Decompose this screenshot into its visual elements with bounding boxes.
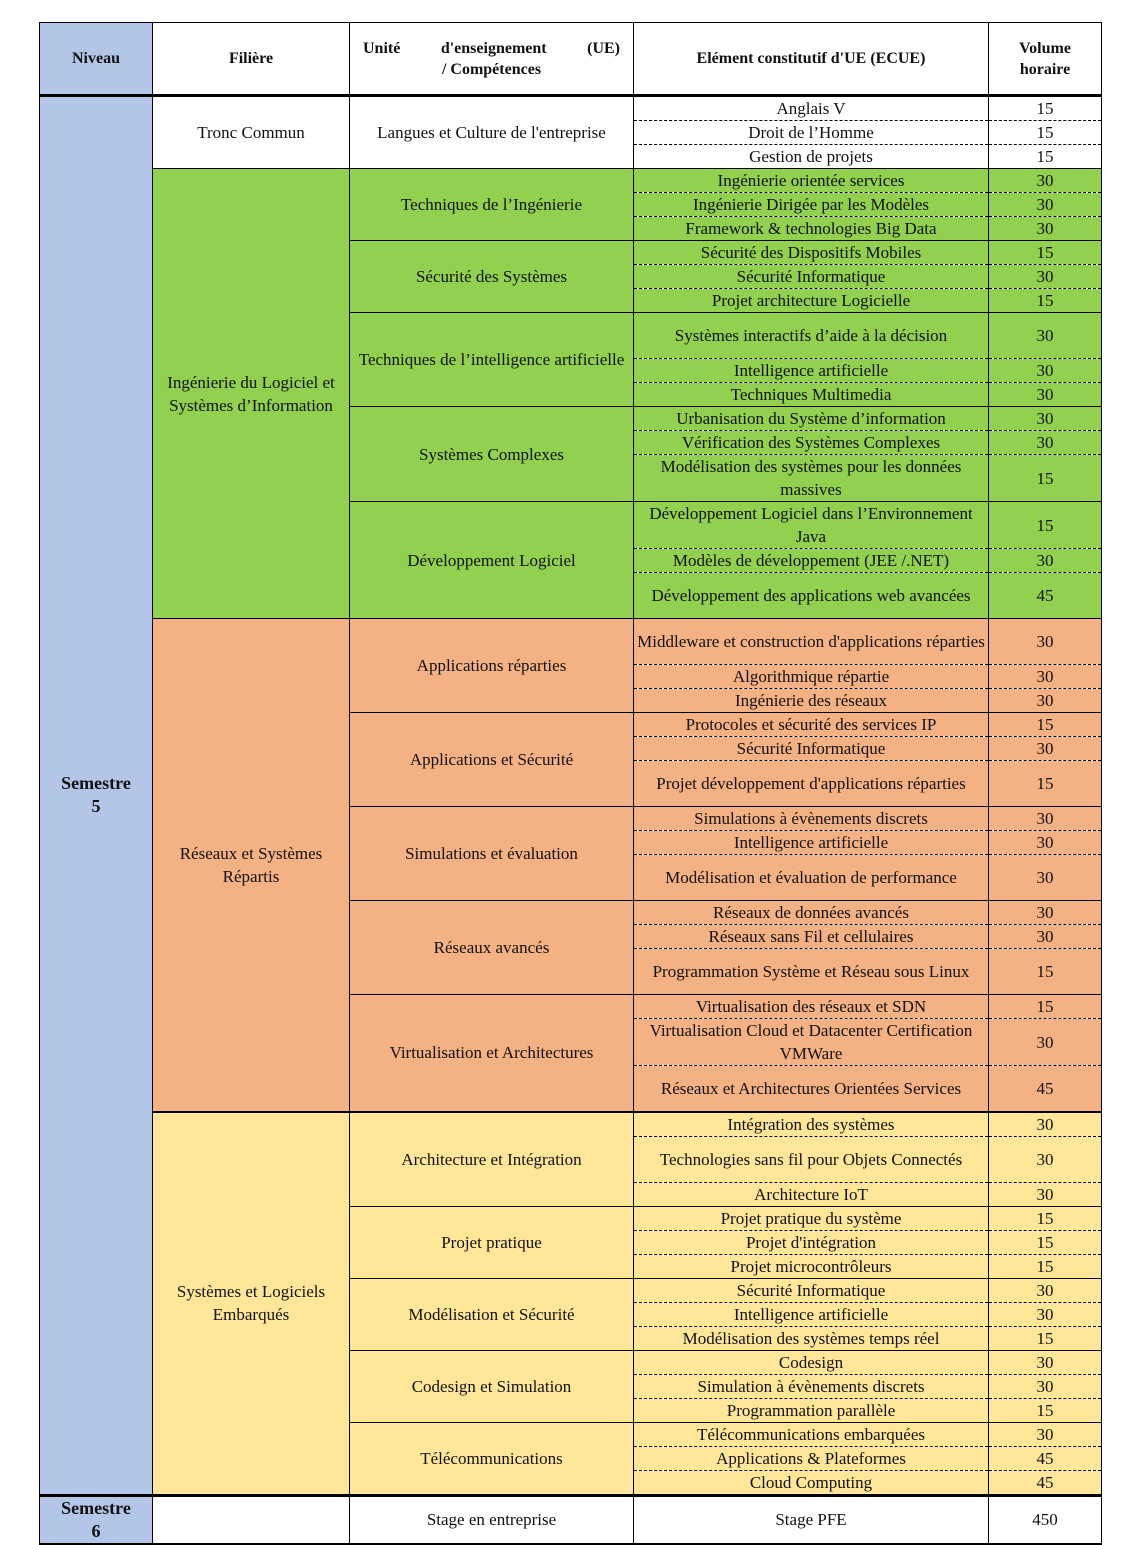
filiere-cell: Systèmes et Logiciels Embarqués — [153, 1112, 350, 1496]
ue-cell: Applications et Sécurité — [350, 713, 634, 807]
ecue-cell: Simulation à évènements discrets — [634, 1374, 989, 1398]
header-volume-line2: horaire — [1019, 60, 1071, 78]
table-header-row — [40, 23, 1102, 96]
volume-cell: 30 — [989, 855, 1102, 901]
volume-cell: 15 — [989, 1398, 1102, 1422]
header-volume — [989, 23, 1102, 96]
filiere-cell: Tronc Commun — [153, 96, 350, 169]
ecue-cell: Ingénierie des réseaux — [634, 689, 989, 713]
ecue-cell: Anglais V — [634, 96, 989, 121]
volume-cell: 15 — [989, 289, 1102, 313]
ecue-cell: Développement des applications web avancées — [634, 573, 989, 619]
ecue-cell: Droit de l’Homme — [634, 121, 989, 145]
ecue-cell: Modélisation et évaluation de performance — [634, 855, 989, 901]
table-row — [40, 169, 1102, 193]
ecue-cell: Projet microcontrôleurs — [634, 1254, 989, 1278]
volume-cell: 15 — [989, 455, 1102, 502]
ue-cell: Systèmes Complexes — [350, 407, 634, 502]
ue-cell: Télécommunications — [350, 1422, 634, 1495]
ue-cell: Techniques de l’intelligence artificielle — [350, 313, 634, 407]
volume-cell: 30 — [989, 313, 1102, 359]
volume-cell: 30 — [989, 383, 1102, 407]
semestre6-ue: Stage en entreprise — [350, 1495, 634, 1544]
ecue-cell: Projet développement d'applications réparties — [634, 761, 989, 807]
semestre6-filiere — [153, 1495, 350, 1544]
volume-cell: 30 — [989, 1019, 1102, 1066]
volume-cell: 30 — [989, 1278, 1102, 1302]
ecue-cell: Sécurité Informatique — [634, 265, 989, 289]
ecue-cell: Middleware et construction d'applications réparties — [634, 619, 989, 665]
filiere-cell: Ingénierie du Logiciel et Systèmes d’Information — [153, 169, 350, 619]
ecue-cell: Projet architecture Logicielle — [634, 289, 989, 313]
volume-cell: 15 — [989, 1254, 1102, 1278]
curriculum-table — [39, 22, 1102, 1545]
ecue-cell: Urbanisation du Système d’information — [634, 407, 989, 431]
ecue-cell: Programmation parallèle — [634, 1398, 989, 1422]
ue-cell: Codesign et Simulation — [350, 1350, 634, 1422]
table-row — [40, 619, 1102, 665]
ecue-cell: Protocoles et sécurité des services IP — [634, 713, 989, 737]
ecue-cell: Sécurité des Dispositifs Mobiles — [634, 241, 989, 265]
volume-cell: 45 — [989, 1446, 1102, 1470]
volume-cell: 30 — [989, 431, 1102, 455]
table-row — [40, 1112, 1102, 1137]
volume-cell: 15 — [989, 121, 1102, 145]
ue-cell: Architecture et Intégration — [350, 1112, 634, 1207]
volume-cell: 30 — [989, 925, 1102, 949]
ecue-cell: Réseaux sans Fil et cellulaires — [634, 925, 989, 949]
ecue-cell: Vérification des Systèmes Complexes — [634, 431, 989, 455]
volume-cell: 15 — [989, 96, 1102, 121]
ecue-cell: Virtualisation Cloud et Datacenter Certification VMWare — [634, 1019, 989, 1066]
ecue-cell: Ingénierie Dirigée par les Modèles — [634, 193, 989, 217]
volume-cell: 45 — [989, 1066, 1102, 1112]
volume-cell: 15 — [989, 713, 1102, 737]
volume-cell: 15 — [989, 995, 1102, 1019]
semestre6-volume: 450 — [989, 1495, 1102, 1544]
ecue-cell: Modèles de développement (JEE /.NET) — [634, 549, 989, 573]
header-filiere: Filière — [153, 23, 350, 96]
filiere-cell: Réseaux et Systèmes Répartis — [153, 619, 350, 1112]
ecue-cell: Modélisation des systèmes pour les données massives — [634, 455, 989, 502]
table-row — [40, 96, 1102, 121]
ecue-cell: Intelligence artificielle — [634, 831, 989, 855]
ecue-cell: Architecture IoT — [634, 1182, 989, 1206]
volume-cell: 15 — [989, 241, 1102, 265]
ecue-cell: Réseaux et Architectures Orientées Services — [634, 1066, 989, 1112]
header-niveau: Niveau — [40, 23, 153, 96]
semestre5-label-line1: Semestre — [61, 773, 131, 794]
ue-cell: Simulations et évaluation — [350, 807, 634, 901]
ecue-cell: Intégration des systèmes — [634, 1112, 989, 1137]
semestre5-label-line2: 5 — [91, 796, 101, 817]
ecue-cell: Framework & technologies Big Data — [634, 217, 989, 241]
volume-cell: 30 — [989, 1422, 1102, 1446]
ecue-cell: Cloud Computing — [634, 1470, 989, 1495]
ue-cell: Réseaux avancés — [350, 901, 634, 995]
ecue-cell: Systèmes interactifs d’aide à la décision — [634, 313, 989, 359]
volume-cell: 30 — [989, 901, 1102, 925]
semestre6-label-line1: Semestre — [61, 1497, 131, 1518]
header-volume-line1: Volume — [1019, 39, 1071, 57]
ecue-cell: Virtualisation des réseaux et SDN — [634, 995, 989, 1019]
ue-cell: Modélisation et Sécurité — [350, 1278, 634, 1350]
ecue-cell: Techniques Multimedia — [634, 383, 989, 407]
semestre6-ecue: Stage PFE — [634, 1495, 989, 1544]
volume-cell: 30 — [989, 619, 1102, 665]
volume-cell: 30 — [989, 217, 1102, 241]
volume-cell: 15 — [989, 761, 1102, 807]
ecue-cell: Télécommunications embarquées — [634, 1422, 989, 1446]
volume-cell: 30 — [989, 807, 1102, 831]
ecue-cell: Codesign — [634, 1350, 989, 1374]
header-ecue: Elément constitutif d'UE (ECUE) — [634, 23, 989, 96]
ue-cell: Virtualisation et Architectures — [350, 995, 634, 1112]
volume-cell: 30 — [989, 1182, 1102, 1206]
volume-cell: 30 — [989, 1136, 1102, 1182]
semestre6-label-line2: 6 — [91, 1520, 101, 1541]
volume-cell: 30 — [989, 265, 1102, 289]
header-ue — [350, 23, 634, 96]
ecue-cell: Intelligence artificielle — [634, 359, 989, 383]
volume-cell: 15 — [989, 1326, 1102, 1350]
volume-cell: 30 — [989, 1374, 1102, 1398]
ecue-cell: Gestion de projets — [634, 145, 989, 169]
ecue-cell: Projet d'intégration — [634, 1230, 989, 1254]
volume-cell: 30 — [989, 737, 1102, 761]
ecue-cell: Algorithmique répartie — [634, 665, 989, 689]
volume-cell: 30 — [989, 407, 1102, 431]
header-ue-line2: / Compétences — [441, 60, 542, 78]
semestre6-body — [40, 1495, 1102, 1544]
ue-cell: Sécurité des Systèmes — [350, 241, 634, 313]
volume-cell: 30 — [989, 1112, 1102, 1137]
ecue-cell: Réseaux de données avancés — [634, 901, 989, 925]
semestre5-body — [40, 96, 1102, 1496]
volume-cell: 30 — [989, 831, 1102, 855]
ue-cell: Projet pratique — [350, 1206, 634, 1278]
ecue-cell: Applications & Plateformes — [634, 1446, 989, 1470]
ecue-cell: Projet pratique du système — [634, 1206, 989, 1230]
volume-cell: 15 — [989, 1206, 1102, 1230]
ue-cell: Langues et Culture de l'entreprise — [350, 96, 634, 169]
volume-cell: 45 — [989, 573, 1102, 619]
volume-cell: 15 — [989, 1230, 1102, 1254]
ecue-cell: Intelligence artificielle — [634, 1302, 989, 1326]
ecue-cell: Développement Logiciel dans l’Environnement Java — [634, 502, 989, 549]
volume-cell: 30 — [989, 549, 1102, 573]
volume-cell: 15 — [989, 145, 1102, 169]
semestre6-row — [40, 1495, 1102, 1544]
ue-cell: Applications réparties — [350, 619, 634, 713]
volume-cell: 30 — [989, 1302, 1102, 1326]
volume-cell: 30 — [989, 359, 1102, 383]
ecue-cell: Ingénierie orientée services — [634, 169, 989, 193]
volume-cell: 30 — [989, 169, 1102, 193]
semestre5-label — [40, 96, 153, 1496]
ue-cell: Développement Logiciel — [350, 502, 634, 619]
ecue-cell: Simulations à évènements discrets — [634, 807, 989, 831]
volume-cell: 15 — [989, 949, 1102, 995]
ecue-cell: Technologies sans fil pour Objets Connectés — [634, 1136, 989, 1182]
header-ue-line1: Unité d'enseignement (UE) — [363, 39, 620, 57]
volume-cell: 30 — [989, 1350, 1102, 1374]
volume-cell: 15 — [989, 502, 1102, 549]
ue-cell: Techniques de l’Ingénierie — [350, 169, 634, 241]
volume-cell: 30 — [989, 665, 1102, 689]
ecue-cell: Sécurité Informatique — [634, 737, 989, 761]
semestre6-label — [40, 1495, 153, 1544]
ecue-cell: Programmation Système et Réseau sous Linux — [634, 949, 989, 995]
ecue-cell: Sécurité Informatique — [634, 1278, 989, 1302]
ecue-cell: Modélisation des systèmes temps réel — [634, 1326, 989, 1350]
volume-cell: 30 — [989, 193, 1102, 217]
volume-cell: 30 — [989, 689, 1102, 713]
volume-cell: 45 — [989, 1470, 1102, 1495]
